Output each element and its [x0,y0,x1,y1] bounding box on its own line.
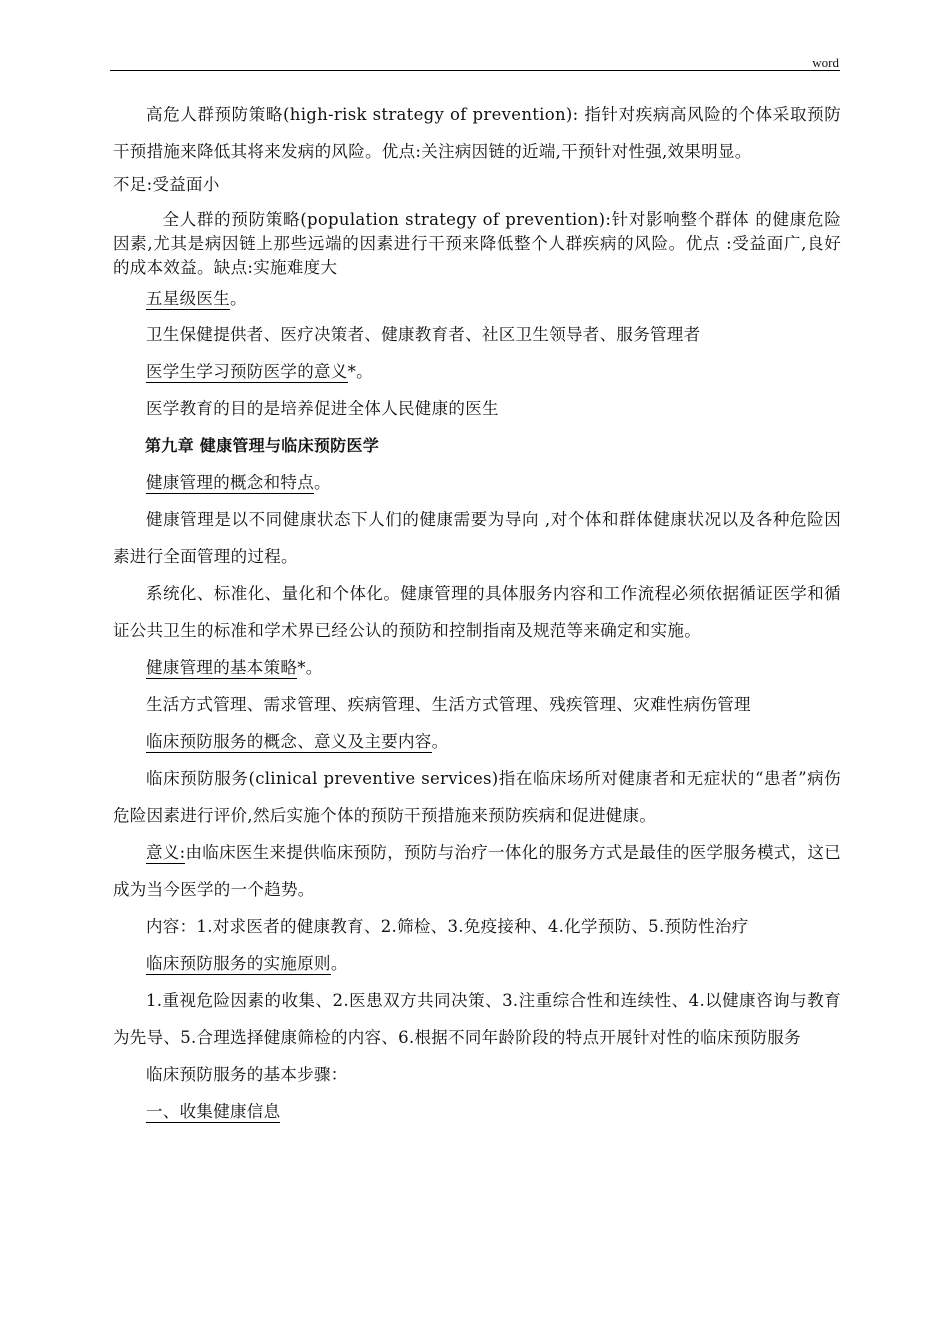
heading-text: 临床预防服务的概念、意义及主要内容 [146,732,432,751]
heading-text: 五星级医生 [146,289,230,308]
paragraph-population-strategy: 全人群的预防策略(population strategy of prevention):针对影响整个群体 的健康危险因素,尤其是病因链上那些远端的因素进行干预来降低整个人群疾病的风险。优点 :受益面广,良好的成本效益。缺点:实施难度大 [113,210,841,277]
section-heading-principles [113,945,841,982]
heading-suffix: 。 [431,732,449,751]
section-heading-significance [113,353,841,390]
meaning-label: 意义: [146,843,186,862]
meaning-text: 由临床医生来提供临床预防，预防与治疗一体化的服务方式是最佳的医学服务模式，这已成为当今医学的一个趋势。 [113,843,841,899]
heading-text: 一、收集健康信息 [146,1102,281,1121]
heading-text: 健康管理的概念和特点 [146,473,314,492]
section-heading-health-management [113,464,841,501]
paragraph-significance-body: 医学教育的目的是培养促进全体人民健康的医生 [146,399,499,418]
paragraph-clinical-prevention-meaning [113,834,841,908]
heading-suffix: *。 [347,362,373,381]
header-divider [110,70,840,71]
paragraph-high-risk-tail: 不足:受益面小 [113,175,220,194]
paragraph-basic-strategy-body: 生活方式管理、需求管理、疾病管理、生活方式管理、残疾管理、灾难性病伤管理 [146,695,751,714]
section-heading-clinical-prevention [113,723,841,760]
heading-suffix: 。 [314,473,331,492]
heading-text: 健康管理的基本策略 [146,658,298,677]
paragraph-high-risk-strategy [113,96,841,170]
section-heading-five-star-doctor [113,282,841,316]
heading-suffix: 。 [230,289,247,308]
paragraph-five-star-body: 卫生保健提供者、医疗决策者、健康教育者、社区卫生领导者、服务管理者 [146,325,701,344]
paragraph-health-management-concept: 健康管理是以不同健康状态下人们的健康需要为导向 ,对个体和群体健康状况以及各种危险因素进行全面管理的过程。 [113,510,841,566]
chapter-title: 第九章 健康管理与临床预防医学 [145,436,380,455]
heading-suffix: *。 [297,658,323,677]
paragraph-clinical-prevention-concept: 临床预防服务(clinical preventive services)指在临床场所对健康者和无症状的“患者”病伤危险因素进行评价,然后实施个体的预防干预措施来预防疾病和促进健康。 [113,769,841,825]
paragraph-basic-steps-intro: 临床预防服务的基本步骤： [146,1065,348,1084]
section-heading-basic-strategy [113,649,841,686]
paragraph-text: 高危人群预防策略(high-risk strategy of prevention): 指针对疾病高风险的个体采取预防干预措施来降低其将来发病的风险。优点:关注病因链的近端,干预针对性强,效果明显。 [113,105,841,161]
section-heading-step-one [113,1093,841,1130]
paragraph-principles-body: 1.重视危险因素的收集、2.医患双方共同决策、3.注重综合性和连续性、4.以健康咨询与教育为先导、5.合理选择健康筛检的内容、6.根据不同年龄阶段的特点开展针对性的临床预防服务 [113,991,841,1047]
heading-text: 临床预防服务的实施原则 [146,954,331,973]
paragraph-clinical-prevention-content: 内容：1.对求医者的健康教育、2.筛检、3.免疫接种、4.化学预防、5.预防性治疗 [146,917,749,936]
heading-suffix: 。 [330,954,348,973]
page-header-label: word [812,55,839,70]
document-body [113,96,841,1130]
paragraph-health-management-features: 系统化、标准化、量化和个体化。健康管理的具体服务内容和工作流程必须依据循证医学和循证公共卫生的标准和学术界已经公认的预防和控制指南及规范等来确定和实施。 [113,584,841,640]
heading-text: 医学生学习预防医学的意义 [146,362,348,381]
